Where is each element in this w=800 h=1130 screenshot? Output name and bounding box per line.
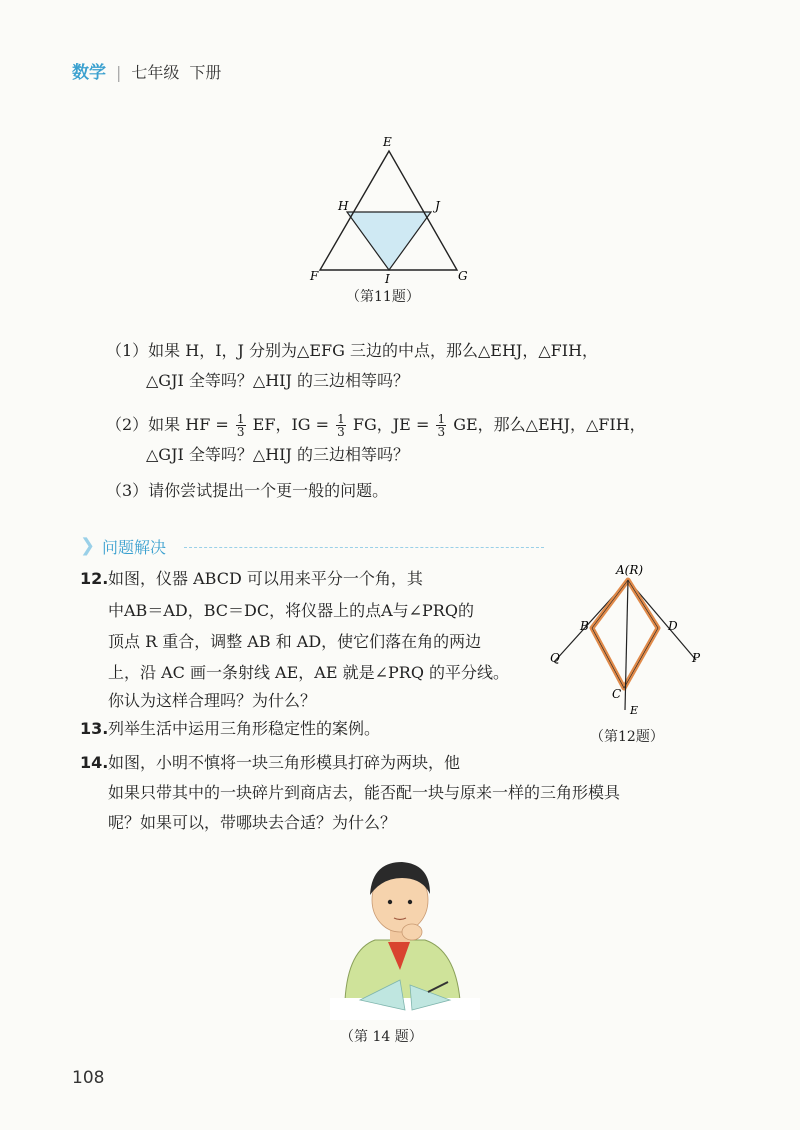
problem-12-line4: 上，沿 AC 画一条射线 AE，AE 就是∠PRQ 的平分线。: [108, 663, 510, 682]
problem-12-number: 12.: [80, 569, 109, 588]
problem-14-number: 14.: [80, 753, 109, 772]
figure-12-caption: （第12题）: [590, 729, 664, 745]
grade-label: 七年级: [131, 63, 180, 82]
problem-12-line2: 中AB＝AD，BC＝DC，将仪器上的点A与∠PRQ的: [108, 601, 474, 620]
label-C: C: [612, 687, 622, 701]
figure-11-triangle: [300, 130, 500, 290]
problem-13-text: 列举生活中运用三角形稳定性的案例。: [108, 719, 381, 738]
ray-AE: [625, 580, 628, 710]
problem-14-line2: 如果只带其中的一块碎片到商店去，能否配一块与原来一样的三角形模具: [108, 783, 621, 802]
label-D: D: [668, 619, 678, 633]
problem-12-line3: 顶点 R 重合，调整 AB 和 AD，使它们落在角的两边: [108, 632, 482, 651]
inner-triangle-hij: [347, 212, 431, 270]
fraction-one-third-3: $\frac{1}{3}$: [437, 412, 446, 439]
p2-segment-b: EF，IG =: [252, 415, 330, 434]
section-header-problem-solving: [80, 533, 550, 559]
problem-12-line1: 如图，仪器 ABCD 可以用来平分一个角，其: [108, 569, 423, 588]
label-E-12: E: [630, 704, 639, 717]
label-F: F: [310, 269, 319, 283]
problem-11-part3: （3）请你尝试提出一个更一般的问题。: [106, 481, 389, 500]
problem-14-line3: 呢？如果可以，带哪块去合适？为什么？: [108, 813, 397, 832]
boy-right-eye: [408, 900, 412, 904]
problem-11-part2-line2: △GJI 全等吗？△HIJ 的三边相等吗？: [146, 445, 409, 464]
problem-14-line1: 如图，小明不慎将一块三角形模具打碎为两块，他: [108, 753, 461, 772]
p2-segment-a: （2）如果 HF =: [106, 415, 229, 434]
p2-segment-d: GE，那么△EHJ，△FIH，: [453, 415, 646, 434]
label-E: E: [383, 135, 392, 149]
label-A: A(R): [616, 563, 644, 577]
figure-14-caption: （第 14 题）: [340, 1029, 423, 1045]
label-J: J: [435, 199, 440, 213]
problem-12-line5: 你认为这样合理吗？为什么？: [108, 691, 317, 710]
label-I: I: [385, 272, 390, 286]
tool-frame-abcd: [592, 580, 658, 688]
figure-14-boy-illustration: [330, 850, 480, 1020]
figure-11-caption: （第11题）: [346, 289, 420, 305]
label-B: B: [580, 619, 589, 633]
chevron-right-icon: ❯: [80, 535, 96, 556]
running-header: [72, 58, 221, 83]
boy-left-eye: [388, 900, 392, 904]
tool-frame-outline: [592, 580, 658, 688]
fraction-one-third-2: $\frac{1}{3}$: [337, 412, 345, 439]
boy-hand: [402, 924, 422, 940]
header-separator: |: [116, 63, 122, 82]
label-P: P: [692, 651, 701, 665]
fraction-one-third-1: $\frac{1}{3}$: [236, 412, 245, 439]
subject-label: 数学: [72, 63, 106, 83]
problem-11-part2-line1: [106, 408, 646, 442]
problem-11-part1-line1: （1）如果 H，I，J 分别为△EFG 三边的中点，那么△EHJ，△FIH，: [106, 341, 599, 360]
label-Q: Q: [550, 651, 560, 665]
label-G: G: [458, 269, 468, 283]
volume-label: 下册: [189, 63, 222, 82]
section-dashed-rule: [184, 547, 544, 548]
problem-13-number: 13.: [80, 719, 109, 738]
problem-11-part1-line2: △GJI 全等吗？△HIJ 的三边相等吗？: [146, 371, 409, 390]
section-title: 问题解决: [102, 538, 167, 557]
label-H: H: [338, 199, 349, 213]
figure-12-angle-bisector-tool: [548, 560, 718, 720]
p2-segment-c: FG，JE =: [352, 415, 430, 434]
page-number: 108: [72, 1068, 105, 1088]
